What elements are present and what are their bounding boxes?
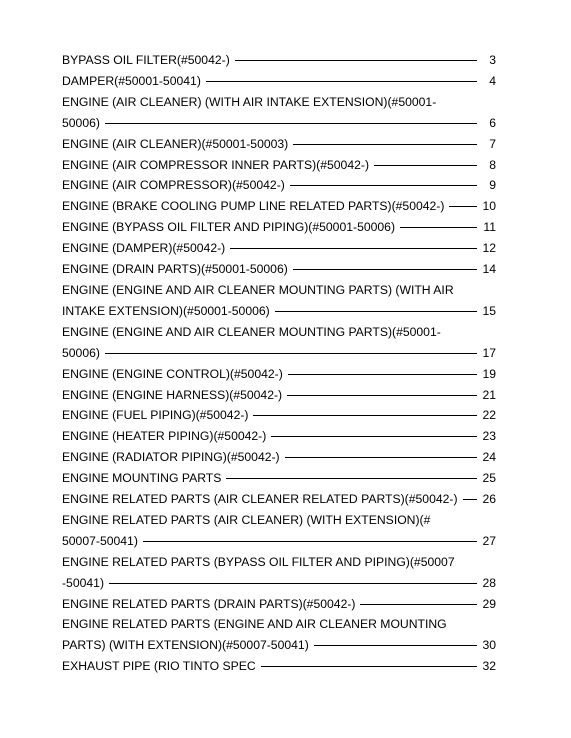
dot-leader: [271, 436, 477, 437]
toc-entry[interactable]: [62, 217, 496, 238]
dot-leader: [253, 415, 477, 416]
toc-page-number: 30: [482, 638, 496, 653]
toc-entry-title: ENGINE (AIR COMPRESSOR)(#50042-): [62, 178, 285, 193]
toc-entry[interactable]: [62, 364, 496, 385]
dot-leader: [109, 583, 477, 584]
toc-entry[interactable]: [62, 614, 496, 656]
toc-entry[interactable]: [62, 447, 496, 468]
toc-entry[interactable]: [62, 280, 496, 322]
toc-page-number: 22: [482, 408, 496, 423]
toc-page-number: 28: [482, 575, 496, 590]
toc-entry-title: ENGINE (RADIATOR PIPING)(#50042-): [62, 450, 280, 465]
toc-entry[interactable]: [62, 155, 496, 176]
toc-entry-title: ENGINE (FUEL PIPING)(#50042-): [62, 408, 249, 423]
toc-entry-title: ENGINE (AIR COMPRESSOR INNER PARTS)(#50042-): [62, 157, 370, 172]
toc-entry-title: 50006): [62, 345, 100, 360]
toc-entry[interactable]: [62, 175, 496, 196]
dot-leader: [206, 81, 477, 82]
dot-leader: [374, 165, 477, 166]
toc-entry[interactable]: [62, 405, 496, 426]
toc-entry[interactable]: [62, 71, 496, 92]
toc-entry[interactable]: [62, 92, 496, 134]
toc-entry-title-first-line: ENGINE RELATED PARTS (ENGINE AND AIR CLEANER MOUNTING: [62, 617, 447, 632]
toc-page-number: 7: [489, 136, 496, 151]
dot-leader: [235, 60, 477, 61]
dot-leader: [261, 666, 477, 667]
toc-page-number: 23: [482, 429, 496, 444]
toc-page-number: 19: [482, 366, 496, 381]
dot-leader: [290, 185, 477, 186]
toc-page-number: 10: [482, 199, 496, 214]
toc-entry[interactable]: [62, 385, 496, 406]
dot-leader: [360, 604, 477, 605]
dot-leader: [230, 248, 477, 249]
toc-page-number: 26: [482, 492, 496, 507]
toc-page-number: 25: [482, 471, 496, 486]
toc-entry-title: ENGINE (BYPASS OIL FILTER AND PIPING)(#50001-50006): [62, 220, 396, 235]
toc-entry[interactable]: [62, 510, 496, 552]
dot-leader: [105, 123, 477, 124]
toc-entry-title: BYPASS OIL FILTER(#50042-): [62, 53, 230, 67]
toc-entry[interactable]: [62, 322, 496, 364]
dot-leader: [314, 645, 477, 646]
dot-leader: [105, 353, 477, 354]
toc-entry-title-first-line: ENGINE (ENGINE AND AIR CLEANER MOUNTING PARTS) (WITH AIR: [62, 282, 454, 297]
toc-entry-title: -50041): [62, 575, 105, 590]
toc-page-number: 11: [483, 220, 496, 235]
dot-leader: [463, 499, 477, 500]
toc-page-number: 6: [489, 115, 496, 130]
toc-entry[interactable]: [62, 50, 496, 71]
dot-leader: [288, 374, 477, 375]
dot-leader: [449, 206, 477, 207]
toc-entry-title: ENGINE MOUNTING PARTS: [62, 471, 222, 486]
toc-entry-title-first-line: ENGINE RELATED PARTS (AIR CLEANER) (WITH EXTENSION)(#: [62, 512, 431, 527]
toc-page-number: 3: [489, 53, 496, 67]
toc-entry-title: ENGINE (BRAKE COOLING PUMP LINE RELATED PARTS)(#50042-): [62, 199, 445, 214]
toc-page-number: 15: [482, 303, 496, 318]
toc-entry-title: ENGINE (HEATER PIPING)(#50042-): [62, 429, 267, 444]
toc-entry-title-first-line: ENGINE (AIR CLEANER) (WITH AIR INTAKE EXTENSION)(#50001-: [62, 94, 437, 109]
toc-entry[interactable]: [62, 594, 496, 615]
toc-page-number: 4: [489, 73, 496, 88]
toc-page-number: 14: [482, 262, 496, 277]
toc-page-number: 17: [482, 345, 496, 360]
toc-entry-title-first-line: ENGINE RELATED PARTS (BYPASS OIL FILTER AND PIPING)(#50007: [62, 554, 455, 569]
dot-leader: [285, 457, 477, 458]
toc-entry[interactable]: [62, 196, 496, 217]
toc-entry-title: ENGINE RELATED PARTS (DRAIN PARTS)(#50042-): [62, 596, 356, 611]
toc-page-number: 21: [482, 387, 496, 402]
toc-page-number: 8: [489, 157, 496, 172]
dot-leader: [400, 227, 477, 228]
toc-entry[interactable]: [62, 238, 496, 259]
toc-entry-title: ENGINE RELATED PARTS (AIR CLEANER RELATED PARTS)(#50042-): [62, 492, 458, 507]
toc-entry-title: ENGINE (ENGINE CONTROL)(#50042-): [62, 366, 283, 381]
dot-leader: [226, 478, 477, 479]
table-of-contents: [62, 50, 496, 677]
toc-entry[interactable]: [62, 656, 496, 677]
toc-entry-title: INTAKE EXTENSION)(#50001-50006): [62, 303, 270, 318]
toc-entry[interactable]: [62, 489, 496, 510]
toc-entry[interactable]: [62, 468, 496, 489]
dot-leader: [293, 144, 477, 145]
toc-entry[interactable]: [62, 426, 496, 447]
toc-entry-title: 50006): [62, 115, 100, 130]
toc-page-number: 12: [482, 241, 496, 256]
dot-leader: [293, 269, 477, 270]
dot-leader: [287, 395, 477, 396]
toc-page-number: 27: [482, 533, 496, 548]
toc-entry-title: EXHAUST PIPE (RIO TINTO SPEC: [62, 659, 256, 674]
toc-entry[interactable]: [62, 552, 496, 594]
toc-page-number: 9: [489, 178, 496, 193]
toc-entry-title: PARTS) (WITH EXTENSION)(#50007-50041): [62, 638, 309, 653]
toc-entry-title: ENGINE (AIR CLEANER)(#50001-50003): [62, 136, 289, 151]
dot-leader: [143, 541, 477, 542]
toc-entry[interactable]: [62, 259, 496, 280]
toc-entry-title-first-line: ENGINE (ENGINE AND AIR CLEANER MOUNTING PARTS)(#50001-: [62, 324, 441, 339]
toc-entry-title: 50007-50041): [62, 533, 138, 548]
toc-page-number: 24: [482, 450, 496, 465]
toc-entry-title: DAMPER(#50001-50041): [62, 73, 201, 88]
toc-entry-title: ENGINE (DAMPER)(#50042-): [62, 241, 226, 256]
toc-page-number: 29: [482, 596, 496, 611]
dot-leader: [275, 311, 477, 312]
toc-page-number: 32: [482, 659, 496, 674]
toc-entry-title: ENGINE (DRAIN PARTS)(#50001-50006): [62, 262, 288, 277]
toc-entry-title: ENGINE (ENGINE HARNESS)(#50042-): [62, 387, 283, 402]
toc-entry[interactable]: [62, 134, 496, 155]
